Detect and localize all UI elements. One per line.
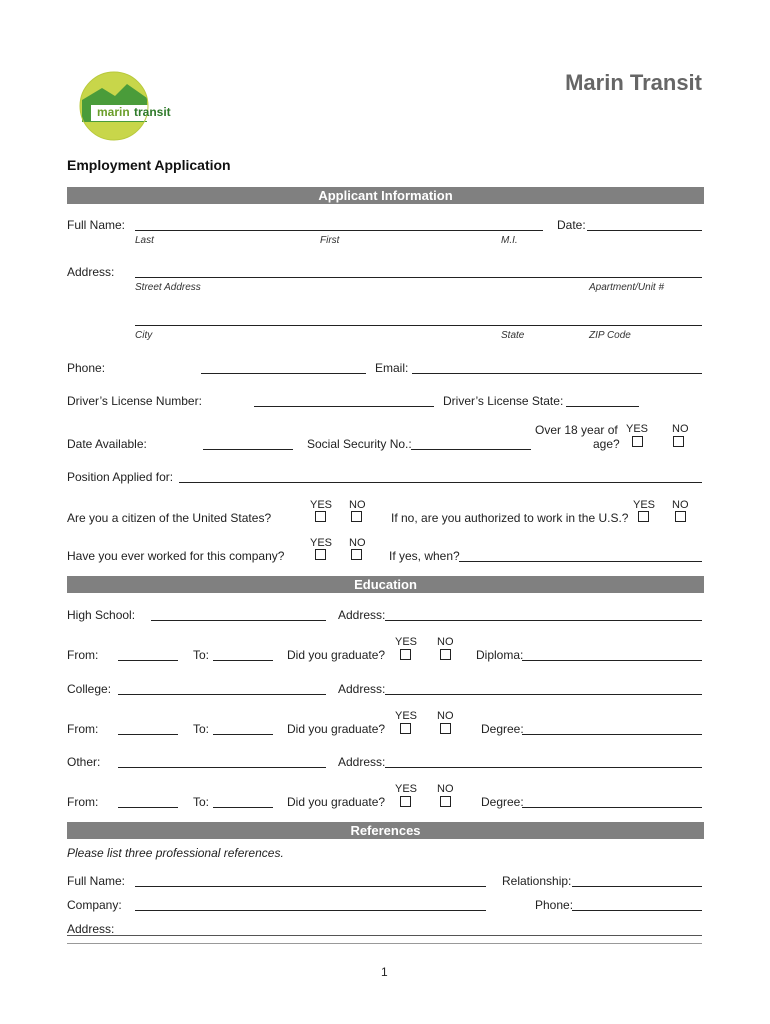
dl-state-field[interactable] — [566, 406, 639, 407]
college-graduate-yes-label: YES — [395, 710, 418, 722]
references-instructions: Please list three professional references. — [67, 846, 284, 860]
hs-from-field[interactable] — [118, 660, 178, 661]
full-name-label: Full Name: — [67, 218, 126, 232]
high-school-address-label: Address: — [338, 608, 386, 622]
authorized-yes-label: YES — [633, 499, 656, 511]
date-available-field[interactable] — [203, 449, 293, 450]
citizen-yes-label: YES — [310, 499, 333, 511]
college-to-field[interactable] — [213, 734, 273, 735]
dl-number-label: Driver’s License Number: — [67, 394, 202, 408]
college-address-field[interactable] — [385, 694, 702, 695]
ref-full-name-field[interactable] — [135, 886, 486, 887]
hs-graduate-yes-checkbox[interactable] — [400, 649, 411, 660]
high-school-address-field[interactable] — [385, 620, 702, 621]
college-graduate-question: Did you graduate? — [287, 722, 386, 736]
worked-question: Have you ever worked for this company? — [67, 549, 285, 563]
street-address-field[interactable] — [135, 277, 702, 278]
other-graduate-no-label: NO — [437, 783, 454, 795]
college-from-field[interactable] — [118, 734, 178, 735]
hs-graduate-question: Did you graduate? — [287, 648, 386, 662]
phone-label: Phone: — [67, 361, 106, 375]
city-caption: City — [135, 330, 153, 341]
if-yes-when-field[interactable] — [459, 561, 702, 562]
form-title: Employment Application — [67, 157, 231, 173]
college-graduate-yes-checkbox[interactable] — [400, 723, 411, 734]
authorized-no-label: NO — [672, 499, 689, 511]
citizen-no-label: NO — [349, 499, 366, 511]
dl-state-label: Driver’s License State: — [443, 394, 564, 408]
address-label: Address: — [67, 265, 115, 279]
state-caption: State — [501, 330, 525, 341]
citizen-yes-checkbox[interactable] — [315, 511, 326, 522]
if-yes-when-label: If yes, when? — [389, 549, 460, 563]
ssn-label: Social Security No.: — [307, 437, 412, 451]
other-school-label: Other: — [67, 755, 101, 769]
ref-address-field[interactable] — [67, 935, 702, 936]
marin-transit-logo — [67, 70, 185, 142]
over18-yes-checkbox[interactable] — [632, 436, 643, 447]
section-education: Education — [67, 576, 704, 593]
email-field[interactable] — [412, 373, 702, 374]
hs-graduate-no-checkbox[interactable] — [440, 649, 451, 660]
other-school-field[interactable] — [118, 767, 326, 768]
over18-yes-label: YES — [626, 423, 649, 435]
college-from-label: From: — [67, 722, 99, 736]
section-applicant-information: Applicant Information — [67, 187, 704, 204]
high-school-label: High School: — [67, 608, 136, 622]
ref-company-field[interactable] — [135, 910, 486, 911]
page-number: 1 — [381, 965, 388, 979]
other-degree-label: Degree: — [481, 795, 524, 809]
authorized-yes-checkbox[interactable] — [638, 511, 649, 522]
high-school-field[interactable] — [151, 620, 326, 621]
diploma-field[interactable] — [522, 660, 702, 661]
college-address-label: Address: — [338, 682, 386, 696]
college-graduate-no-label: NO — [437, 710, 454, 722]
ref-address-label: Address: — [67, 922, 115, 936]
over18-label-line2: age? — [593, 437, 620, 451]
college-label: College: — [67, 682, 112, 696]
full-name-field[interactable] — [135, 230, 543, 231]
hs-to-label: To: — [193, 648, 210, 662]
position-field[interactable] — [179, 482, 702, 483]
other-graduate-no-checkbox[interactable] — [440, 796, 451, 807]
logo-text-transit: transit — [134, 105, 171, 119]
worked-no-label: NO — [349, 537, 366, 549]
ref-phone-field[interactable] — [572, 910, 702, 911]
worked-no-checkbox[interactable] — [351, 549, 362, 560]
other-from-label: From: — [67, 795, 99, 809]
zip-caption: ZIP Code — [589, 330, 631, 341]
other-graduate-question: Did you graduate? — [287, 795, 386, 809]
section-references: References — [67, 822, 704, 839]
ref-relationship-field[interactable] — [572, 886, 702, 887]
ref-full-name-label: Full Name: — [67, 874, 126, 888]
hs-graduate-no-label: NO — [437, 636, 454, 648]
date-label: Date: — [557, 218, 586, 232]
ref-relationship-label: Relationship: — [502, 874, 572, 888]
ref-company-label: Company: — [67, 898, 122, 912]
street-address-caption: Street Address — [135, 282, 201, 293]
ref-phone-label: Phone: — [535, 898, 574, 912]
date-available-label: Date Available: — [67, 437, 147, 451]
other-degree-field[interactable] — [522, 807, 702, 808]
other-to-label: To: — [193, 795, 210, 809]
first-name-caption: First — [320, 235, 340, 246]
college-degree-field[interactable] — [522, 734, 702, 735]
other-graduate-yes-checkbox[interactable] — [400, 796, 411, 807]
email-label: Email: — [375, 361, 409, 375]
college-graduate-no-checkbox[interactable] — [440, 723, 451, 734]
ssn-field[interactable] — [411, 449, 531, 450]
other-address-field[interactable] — [385, 767, 702, 768]
dl-number-field[interactable] — [254, 406, 434, 407]
worked-yes-label: YES — [310, 537, 333, 549]
city-state-zip-field[interactable] — [135, 325, 702, 326]
hs-from-label: From: — [67, 648, 99, 662]
date-field[interactable] — [587, 230, 702, 231]
over18-no-label: NO — [672, 423, 689, 435]
ref-divider — [67, 943, 702, 944]
other-graduate-yes-label: YES — [395, 783, 418, 795]
over18-no-checkbox[interactable] — [673, 436, 684, 447]
other-address-label: Address: — [338, 755, 386, 769]
middle-initial-caption: M.I. — [501, 235, 518, 246]
college-degree-label: Degree: — [481, 722, 524, 736]
diploma-label: Diploma: — [476, 648, 524, 662]
position-label: Position Applied for: — [67, 470, 174, 484]
hs-graduate-yes-label: YES — [395, 636, 418, 648]
org-name: Marin Transit — [565, 70, 702, 95]
other-from-field[interactable] — [118, 807, 178, 808]
college-field[interactable] — [118, 694, 326, 695]
worked-yes-checkbox[interactable] — [315, 549, 326, 560]
authorized-question: If no, are you authorized to work in the U.S.? — [391, 511, 629, 525]
apartment-caption: Apartment/Unit # — [589, 282, 665, 293]
over18-label-line1: Over 18 year of — [535, 423, 618, 437]
other-to-field[interactable] — [213, 807, 273, 808]
phone-field[interactable] — [201, 373, 366, 374]
hs-to-field[interactable] — [213, 660, 273, 661]
last-name-caption: Last — [135, 235, 154, 246]
college-to-label: To: — [193, 722, 210, 736]
authorized-no-checkbox[interactable] — [675, 511, 686, 522]
citizen-question: Are you a citizen of the United States? — [67, 511, 272, 525]
citizen-no-checkbox[interactable] — [351, 511, 362, 522]
logo-text-marin: marin — [97, 105, 130, 119]
